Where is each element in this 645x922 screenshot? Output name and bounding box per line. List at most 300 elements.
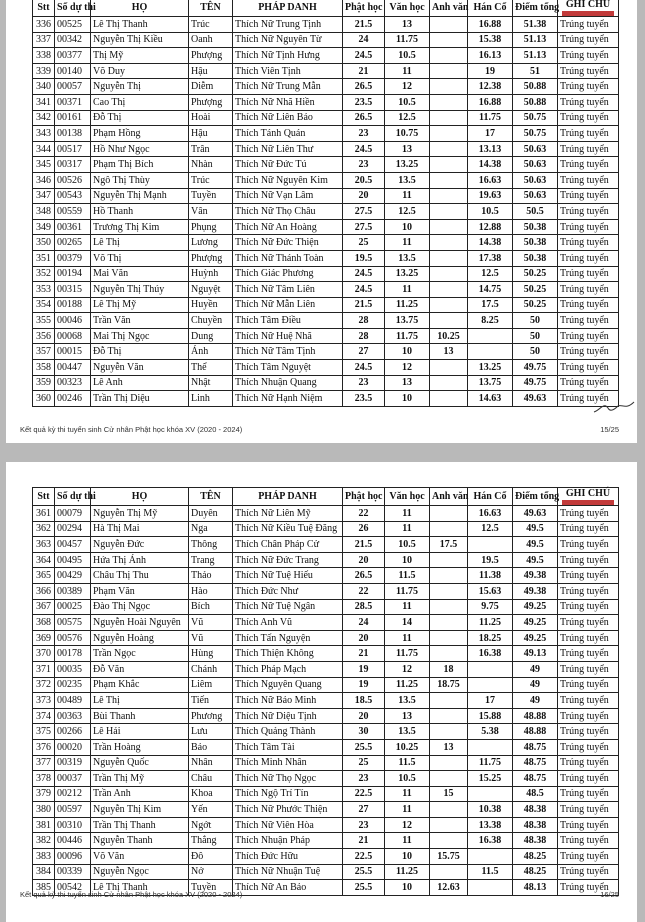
- cell-ten: Phương: [189, 708, 233, 724]
- cell-anh-van: 13: [430, 344, 468, 360]
- cell-phat-hoc: 26: [343, 521, 385, 537]
- cell-ghi-chu: Trúng tuyển: [558, 880, 619, 896]
- cell-han-co: 11.25: [468, 615, 513, 631]
- cell-phap-danh: Thích Nữ Đức Thiện: [233, 235, 343, 251]
- cell-ghi-chu: Trúng tuyển: [558, 110, 619, 126]
- cell-han-co: 9.75: [468, 599, 513, 615]
- cell-stt: 358: [33, 360, 55, 376]
- cell-stt: 378: [33, 771, 55, 787]
- cell-ho: Lê Thị Mỹ: [91, 297, 189, 313]
- cell-ten: Hào: [189, 583, 233, 599]
- table-row: [33, 375, 619, 391]
- cell-han-co: [468, 537, 513, 553]
- cell-ho: Trần Thị Thanh: [91, 817, 189, 833]
- table-row: [33, 583, 619, 599]
- cell-so-du-thi: 00379: [55, 250, 91, 266]
- cell-ten: Bảo: [189, 739, 233, 755]
- cell-phat-hoc: 22.5: [343, 786, 385, 802]
- cell-van-hoc: 11: [385, 521, 430, 537]
- cell-phap-danh: Thích Nhuận Quang: [233, 375, 343, 391]
- cell-phat-hoc: 23: [343, 157, 385, 173]
- cell-ho: Võ Duy: [91, 63, 189, 79]
- cell-anh-van: [430, 282, 468, 298]
- table-row: [33, 297, 619, 313]
- cell-anh-van: [430, 235, 468, 251]
- header-ten: TÊN: [189, 0, 233, 17]
- cell-phap-danh: Thích Nữ Liên Thư: [233, 141, 343, 157]
- cell-han-co: 8.25: [468, 313, 513, 329]
- table-row: [33, 599, 619, 615]
- table-header-row: [33, 488, 619, 506]
- cell-han-co: [468, 786, 513, 802]
- cell-phap-danh: Thích Nữ An Bảo: [233, 880, 343, 896]
- cell-so-du-thi: 00246: [55, 391, 91, 407]
- cell-ho: Nguyễn Hoàng: [91, 630, 189, 646]
- cell-ho: Trần Thị Diệu: [91, 391, 189, 407]
- results-table-page-16: [32, 487, 619, 896]
- header-ghi-chu: [558, 0, 619, 17]
- cell-stt: 343: [33, 126, 55, 142]
- cell-han-co: 11.38: [468, 568, 513, 584]
- cell-ho: Hồ Như Ngọc: [91, 141, 189, 157]
- cell-ten: Tiến: [189, 693, 233, 709]
- cell-anh-van: [430, 755, 468, 771]
- cell-van-hoc: 11: [385, 506, 430, 522]
- cell-phat-hoc: 19: [343, 677, 385, 693]
- cell-anh-van: 10.25: [430, 328, 468, 344]
- cell-anh-van: [430, 724, 468, 740]
- cell-ghi-chu: Trúng tuyển: [558, 94, 619, 110]
- cell-anh-van: [430, 204, 468, 220]
- cell-phap-danh: Thích Nữ Nhã Hiền: [233, 94, 343, 110]
- cell-phat-hoc: 19: [343, 661, 385, 677]
- table-row: [33, 94, 619, 110]
- cell-phat-hoc: 21: [343, 646, 385, 662]
- cell-van-hoc: 13: [385, 141, 430, 157]
- cell-van-hoc: 13.25: [385, 266, 430, 282]
- cell-han-co: 15.63: [468, 583, 513, 599]
- cell-anh-van: [430, 32, 468, 48]
- cell-ho: Phạm Thị Bích: [91, 157, 189, 173]
- cell-stt: 350: [33, 235, 55, 251]
- cell-phat-hoc: 26.5: [343, 568, 385, 584]
- header-diem-tong: Điểm tổng: [513, 0, 558, 17]
- cell-ho: Trương Thị Kim: [91, 219, 189, 235]
- cell-han-co: 15.25: [468, 771, 513, 787]
- cell-phat-hoc: 26.5: [343, 110, 385, 126]
- cell-phat-hoc: 23.5: [343, 94, 385, 110]
- cell-phap-danh: Thích Nữ Tuệ Hiếu: [233, 568, 343, 584]
- cell-phat-hoc: 21: [343, 833, 385, 849]
- cell-anh-van: [430, 219, 468, 235]
- cell-stt: 363: [33, 537, 55, 553]
- cell-anh-van: [430, 599, 468, 615]
- cell-van-hoc: 11.75: [385, 32, 430, 48]
- page-footer: Kết quả kỳ thi tuyển sinh Cử nhân Phật học khóa XV (2020 - 2024): [20, 890, 243, 899]
- cell-ghi-chu: Trúng tuyển: [558, 297, 619, 313]
- table-row: [33, 802, 619, 818]
- cell-ten: Tuyền: [189, 188, 233, 204]
- cell-ghi-chu: Trúng tuyển: [558, 188, 619, 204]
- cell-van-hoc: 10.5: [385, 94, 430, 110]
- cell-stt: 342: [33, 110, 55, 126]
- cell-phap-danh: Thích Anh Vũ: [233, 615, 343, 631]
- cell-stt: 366: [33, 583, 55, 599]
- header-stt: Stt: [33, 488, 55, 506]
- cell-ten: Trúc: [189, 172, 233, 188]
- cell-diem-tong: 48.25: [513, 849, 558, 865]
- cell-ghi-chu: Trúng tuyển: [558, 677, 619, 693]
- cell-stt: 355: [33, 313, 55, 329]
- cell-han-co: 19: [468, 63, 513, 79]
- cell-ho: Lê Hải: [91, 724, 189, 740]
- cell-ten: Lương: [189, 235, 233, 251]
- cell-diem-tong: 50.25: [513, 282, 558, 298]
- cell-diem-tong: 50.38: [513, 250, 558, 266]
- cell-phat-hoc: 20: [343, 552, 385, 568]
- cell-van-hoc: 13.5: [385, 693, 430, 709]
- cell-anh-van: [430, 188, 468, 204]
- cell-han-co: 16.63: [468, 506, 513, 522]
- table-row: [33, 630, 619, 646]
- cell-anh-van: [430, 79, 468, 95]
- cell-ho: Thị Mỹ: [91, 48, 189, 64]
- cell-ho: Mai Thị Ngọc: [91, 328, 189, 344]
- cell-ho: Đỗ Thị: [91, 344, 189, 360]
- cell-anh-van: [430, 250, 468, 266]
- cell-diem-tong: 50.88: [513, 79, 558, 95]
- cell-stt: 357: [33, 344, 55, 360]
- cell-ho: Lê Thị Thanh: [91, 880, 189, 896]
- cell-ghi-chu: Trúng tuyển: [558, 141, 619, 157]
- cell-han-co: 13.38: [468, 817, 513, 833]
- cell-diem-tong: 49.25: [513, 630, 558, 646]
- cell-so-du-thi: 00342: [55, 32, 91, 48]
- cell-anh-van: [430, 297, 468, 313]
- cell-phat-hoc: 22: [343, 583, 385, 599]
- cell-phap-danh: Thích Nữ Nhuận Tuệ: [233, 864, 343, 880]
- cell-so-du-thi: 00542: [55, 880, 91, 896]
- cell-phat-hoc: 20.5: [343, 172, 385, 188]
- cell-van-hoc: 13.5: [385, 172, 430, 188]
- cell-ghi-chu: Trúng tuyển: [558, 755, 619, 771]
- cell-ghi-chu: Trúng tuyển: [558, 313, 619, 329]
- cell-phap-danh: Thích Minh Nhân: [233, 755, 343, 771]
- cell-phap-danh: Thích Nữ Kiều Tuệ Đăng: [233, 521, 343, 537]
- cell-diem-tong: 49.75: [513, 375, 558, 391]
- cell-phap-danh: Thích Nữ Huệ Nhã: [233, 328, 343, 344]
- cell-diem-tong: 49.75: [513, 360, 558, 376]
- cell-van-hoc: 11: [385, 599, 430, 615]
- page-footer: Kết quả kỳ thi tuyển sinh Cử nhân Phật học khóa XV (2020 - 2024): [20, 425, 243, 434]
- cell-anh-van: [430, 817, 468, 833]
- cell-so-du-thi: 00315: [55, 282, 91, 298]
- cell-ghi-chu: Trúng tuyển: [558, 250, 619, 266]
- cell-anh-van: [430, 17, 468, 33]
- cell-phat-hoc: 25: [343, 755, 385, 771]
- cell-phat-hoc: 21.5: [343, 537, 385, 553]
- cell-ho: Châu Thị Thu: [91, 568, 189, 584]
- cell-stt: 369: [33, 630, 55, 646]
- table-row: [33, 172, 619, 188]
- cell-so-du-thi: 00597: [55, 802, 91, 818]
- cell-stt: 372: [33, 677, 55, 693]
- cell-ten: Oanh: [189, 32, 233, 48]
- cell-han-co: 11.75: [468, 110, 513, 126]
- cell-phap-danh: Thích Viên Tịnh: [233, 63, 343, 79]
- cell-stt: 351: [33, 250, 55, 266]
- cell-phap-danh: Thích Nữ Trung Mẫn: [233, 79, 343, 95]
- cell-anh-van: [430, 110, 468, 126]
- cell-so-du-thi: 00161: [55, 110, 91, 126]
- cell-ho: Nguyễn Thị: [91, 79, 189, 95]
- header-ho: HỌ: [91, 0, 189, 17]
- cell-so-du-thi: 00517: [55, 141, 91, 157]
- cell-ho: Nguyễn Thị Kim: [91, 802, 189, 818]
- cell-ten: Vũ: [189, 630, 233, 646]
- cell-han-co: [468, 661, 513, 677]
- cell-ten: Duyên: [189, 506, 233, 522]
- cell-phap-danh: Thích Đức Như: [233, 583, 343, 599]
- cell-phat-hoc: 24: [343, 615, 385, 631]
- cell-ho: Hà Thị Mai: [91, 521, 189, 537]
- cell-diem-tong: 50: [513, 344, 558, 360]
- cell-ghi-chu: Trúng tuyển: [558, 833, 619, 849]
- cell-van-hoc: 11: [385, 63, 430, 79]
- cell-ghi-chu: Trúng tuyển: [558, 172, 619, 188]
- cell-stt: 336: [33, 17, 55, 33]
- cell-diem-tong: 49: [513, 693, 558, 709]
- cell-van-hoc: 10.75: [385, 126, 430, 142]
- cell-stt: 380: [33, 802, 55, 818]
- table-row: [33, 282, 619, 298]
- table-row: [33, 771, 619, 787]
- cell-so-du-thi: 00457: [55, 537, 91, 553]
- cell-ho: Phạm Khắc: [91, 677, 189, 693]
- cell-ghi-chu: Trúng tuyển: [558, 771, 619, 787]
- cell-ghi-chu: Trúng tuyển: [558, 646, 619, 662]
- cell-han-co: 16.88: [468, 94, 513, 110]
- cell-phat-hoc: 24.5: [343, 360, 385, 376]
- cell-phap-danh: Thích Nữ Nguyên Kim: [233, 172, 343, 188]
- cell-so-du-thi: 00361: [55, 219, 91, 235]
- cell-ghi-chu: Trúng tuyển: [558, 219, 619, 235]
- cell-han-co: [468, 344, 513, 360]
- cell-ho: Mai Văn: [91, 266, 189, 282]
- cell-stt: 368: [33, 615, 55, 631]
- cell-ghi-chu: Trúng tuyển: [558, 506, 619, 522]
- cell-van-hoc: 11.25: [385, 297, 430, 313]
- red-stamp-mark: [562, 500, 614, 505]
- cell-diem-tong: 49: [513, 677, 558, 693]
- cell-han-co: 12.5: [468, 521, 513, 537]
- cell-phat-hoc: 19.5: [343, 250, 385, 266]
- cell-ten: Lưu: [189, 724, 233, 740]
- cell-van-hoc: 11.75: [385, 646, 430, 662]
- cell-stt: 384: [33, 864, 55, 880]
- cell-so-du-thi: 00068: [55, 328, 91, 344]
- cell-van-hoc: 10: [385, 344, 430, 360]
- ghi-chu-label: GHI CHÚ: [565, 488, 611, 499]
- cell-phat-hoc: 24.5: [343, 48, 385, 64]
- cell-phap-danh: Thích Nữ Mẫn Liên: [233, 297, 343, 313]
- cell-phap-danh: Thích Thiện Không: [233, 646, 343, 662]
- cell-diem-tong: 50.38: [513, 235, 558, 251]
- cell-han-co: 10.38: [468, 802, 513, 818]
- cell-ho: Trần Hoàng: [91, 739, 189, 755]
- cell-ten: Phụng: [189, 219, 233, 235]
- cell-phat-hoc: 25: [343, 235, 385, 251]
- cell-diem-tong: 50.63: [513, 188, 558, 204]
- cell-anh-van: [430, 771, 468, 787]
- cell-diem-tong: 50.25: [513, 266, 558, 282]
- cell-han-co: 16.88: [468, 17, 513, 33]
- table-row: [33, 344, 619, 360]
- cell-stt: 354: [33, 297, 55, 313]
- header-anh-van: Anh văn: [430, 488, 468, 506]
- table-row: [33, 864, 619, 880]
- cell-ten: Nhân: [189, 755, 233, 771]
- cell-ten: Vân: [189, 204, 233, 220]
- cell-ho: Hứa Thị Ánh: [91, 552, 189, 568]
- cell-ten: Phượng: [189, 250, 233, 266]
- table-row: [33, 188, 619, 204]
- cell-so-du-thi: 00377: [55, 48, 91, 64]
- table-row: [33, 17, 619, 33]
- cell-ho: Nguyễn Ngọc: [91, 864, 189, 880]
- cell-anh-van: [430, 864, 468, 880]
- cell-ten: Hậu: [189, 126, 233, 142]
- cell-diem-tong: 49.63: [513, 506, 558, 522]
- table-row: [33, 360, 619, 376]
- ghi-chu-label: GHI CHÚ: [565, 0, 611, 10]
- cell-so-du-thi: 00057: [55, 79, 91, 95]
- table-row: [33, 755, 619, 771]
- cell-ghi-chu: Trúng tuyển: [558, 204, 619, 220]
- cell-phat-hoc: 22.5: [343, 849, 385, 865]
- cell-van-hoc: 11: [385, 802, 430, 818]
- cell-phat-hoc: 27.5: [343, 204, 385, 220]
- cell-so-du-thi: 00576: [55, 630, 91, 646]
- cell-so-du-thi: 00025: [55, 599, 91, 615]
- cell-ten: Chánh: [189, 661, 233, 677]
- cell-han-co: 16.38: [468, 646, 513, 662]
- cell-diem-tong: 49.38: [513, 583, 558, 599]
- cell-han-co: 19.5: [468, 552, 513, 568]
- cell-ghi-chu: Trúng tuyển: [558, 615, 619, 631]
- cell-anh-van: [430, 266, 468, 282]
- cell-phap-danh: Thích Tánh Quán: [233, 126, 343, 142]
- cell-ten: Nguyệt: [189, 282, 233, 298]
- cell-ho: Cao Thị: [91, 94, 189, 110]
- cell-diem-tong: 48.5: [513, 786, 558, 802]
- cell-diem-tong: 51.38: [513, 17, 558, 33]
- table-header-row: [33, 0, 619, 17]
- cell-phat-hoc: 21.5: [343, 17, 385, 33]
- cell-ghi-chu: Trúng tuyển: [558, 864, 619, 880]
- cell-van-hoc: 10.5: [385, 771, 430, 787]
- cell-ghi-chu: Trúng tuyển: [558, 126, 619, 142]
- cell-so-du-thi: 00525: [55, 17, 91, 33]
- cell-ho: Nguyễn Thị Kiều: [91, 32, 189, 48]
- table-row: [33, 126, 619, 142]
- red-stamp-mark: [562, 11, 614, 16]
- cell-phat-hoc: 24: [343, 32, 385, 48]
- table-row: [33, 708, 619, 724]
- cell-so-du-thi: 00035: [55, 661, 91, 677]
- cell-van-hoc: 13.25: [385, 157, 430, 173]
- header-van-hoc: Văn học: [385, 488, 430, 506]
- cell-van-hoc: 10: [385, 552, 430, 568]
- cell-phat-hoc: 24.5: [343, 141, 385, 157]
- cell-phat-hoc: 21: [343, 63, 385, 79]
- cell-stt: 382: [33, 833, 55, 849]
- cell-ghi-chu: Trúng tuyển: [558, 599, 619, 615]
- cell-diem-tong: 50.75: [513, 126, 558, 142]
- cell-anh-van: [430, 693, 468, 709]
- cell-van-hoc: 13: [385, 17, 430, 33]
- cell-diem-tong: 48.88: [513, 724, 558, 740]
- cell-so-du-thi: 00294: [55, 521, 91, 537]
- cell-so-du-thi: 00020: [55, 739, 91, 755]
- cell-ghi-chu: Trúng tuyển: [558, 32, 619, 48]
- header-phap-danh: PHÁP DANH: [233, 0, 343, 17]
- cell-ghi-chu: Trúng tuyển: [558, 235, 619, 251]
- cell-so-du-thi: 00446: [55, 833, 91, 849]
- table-row: [33, 235, 619, 251]
- cell-stt: 359: [33, 375, 55, 391]
- cell-anh-van: 18: [430, 661, 468, 677]
- cell-han-co: 12.88: [468, 219, 513, 235]
- cell-phap-danh: Thích Nguyên Quang: [233, 677, 343, 693]
- cell-van-hoc: 11.75: [385, 328, 430, 344]
- cell-van-hoc: 10.25: [385, 739, 430, 755]
- cell-ho: Trần Văn: [91, 313, 189, 329]
- cell-ten: Ánh: [189, 344, 233, 360]
- cell-stt: 365: [33, 568, 55, 584]
- table-row: [33, 521, 619, 537]
- cell-han-co: [468, 677, 513, 693]
- cell-stt: 349: [33, 219, 55, 235]
- cell-ghi-chu: Trúng tuyển: [558, 583, 619, 599]
- cell-ho: Đỗ Thị: [91, 110, 189, 126]
- cell-phap-danh: Thích Nữ Thọ Ngọc: [233, 771, 343, 787]
- cell-stt: 385: [33, 880, 55, 896]
- cell-ten: Liêm: [189, 677, 233, 693]
- page-number: 15/25: [600, 425, 619, 434]
- header-diem-tong: Điểm tổng: [513, 488, 558, 506]
- cell-han-co: 5.38: [468, 724, 513, 740]
- table-row: [33, 391, 619, 407]
- cell-phat-hoc: 28: [343, 313, 385, 329]
- cell-anh-van: [430, 172, 468, 188]
- header-phap-danh: PHÁP DANH: [233, 488, 343, 506]
- table-row: [33, 849, 619, 865]
- cell-diem-tong: 48.38: [513, 833, 558, 849]
- cell-van-hoc: 12: [385, 79, 430, 95]
- cell-diem-tong: 49.38: [513, 568, 558, 584]
- cell-anh-van: [430, 157, 468, 173]
- cell-anh-van: [430, 94, 468, 110]
- cell-phap-danh: Thích Nữ An Hoàng: [233, 219, 343, 235]
- cell-anh-van: [430, 521, 468, 537]
- cell-stt: 374: [33, 708, 55, 724]
- cell-diem-tong: 50.25: [513, 297, 558, 313]
- cell-so-du-thi: 00559: [55, 204, 91, 220]
- cell-van-hoc: 11: [385, 786, 430, 802]
- cell-diem-tong: 48.75: [513, 739, 558, 755]
- cell-ho: Nguyễn Thị Mỹ: [91, 506, 189, 522]
